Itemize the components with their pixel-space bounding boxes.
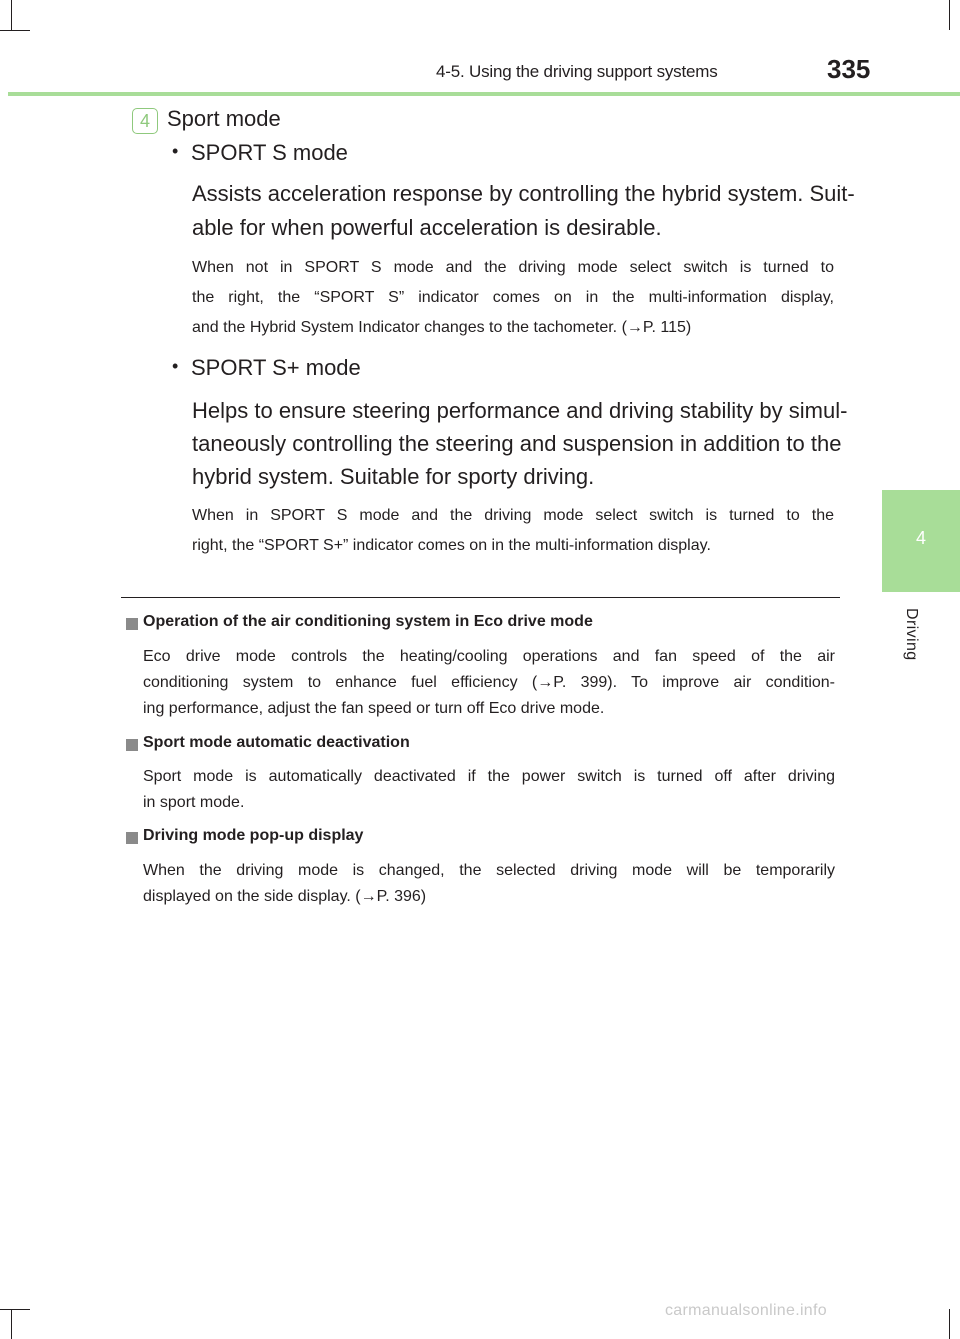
sport-s-desc-line2: able for when powerful acceleration is desirable.: [192, 215, 662, 240]
chapter-tab: [882, 490, 960, 592]
sport-s-plus-desc-line1: Helps to ensure steering performance and driving stability by simul-: [192, 398, 848, 423]
crop-mark-top-left-v: [11, 0, 12, 30]
crop-mark-top-right-v: [949, 0, 950, 30]
watermark: carmanualsonline.info: [665, 1302, 827, 1319]
chapter-number: 4: [915, 528, 926, 548]
bullet-sport-s: •: [172, 141, 179, 161]
note-body-line: displayed on the side display. (→P. 396): [143, 888, 427, 905]
note-body-line: in sport mode.: [143, 794, 245, 811]
page-number: 335: [827, 54, 871, 84]
note-body-line: Eco drive mode controls the heating/cooling operations and fan speed of the air: [143, 648, 835, 665]
crop-mark-bottom-left-h: [0, 1309, 30, 1310]
crop-mark-bottom-left-v: [11, 1309, 12, 1339]
header-rule: [8, 92, 960, 96]
note-bullet-square: [126, 832, 138, 844]
sport-s-note-line2: the right, the “SPORT S” indicator comes on in the multi-information display,: [192, 289, 834, 306]
item-title: Sport mode: [167, 106, 281, 131]
sport-s-plus-heading: SPORT S+ mode: [191, 355, 361, 380]
sport-s-plus-note-line2: right, the “SPORT S+” indicator comes on in the multi-information display.: [192, 537, 711, 554]
section-title: 4-5. Using the driving support systems: [436, 62, 718, 81]
note-body-line: Sport mode is automatically deactivated if the power switch is turned off after driving: [143, 768, 835, 785]
note-body-line: When the driving mode is changed, the selected driving mode will be temporarily: [143, 862, 835, 879]
note-bullet-square: [126, 739, 138, 751]
bullet-sport-s-plus: •: [172, 356, 179, 376]
chapter-label: Driving: [903, 608, 920, 661]
note-title-eco-ac: Operation of the air conditioning system in Eco drive mode: [143, 613, 593, 630]
sport-s-plus-note-line1: When in SPORT S mode and the driving mode select switch is turned to the: [192, 507, 834, 524]
sport-s-plus-desc-line2: taneously controlling the steering and suspension in addition to the: [192, 431, 842, 456]
note-title-sport-deactivation: Sport mode automatic deactivation: [143, 734, 410, 751]
crop-mark-bottom-right-v: [949, 1309, 950, 1339]
sport-s-desc-line1: Assists acceleration response by controlling the hybrid system. Suit-: [192, 181, 855, 206]
sport-s-plus-desc-line3: hybrid system. Suitable for sporty driving.: [192, 464, 595, 489]
sport-s-note-line3: and the Hybrid System Indicator changes to the tachometer. (→P. 115): [192, 319, 692, 336]
chapter-label-container: [900, 608, 922, 668]
note-bullet-square: [126, 618, 138, 630]
note-title-popup-display: Driving mode pop-up display: [143, 827, 364, 844]
sport-s-heading: SPORT S mode: [191, 140, 348, 165]
crop-mark-top-left-h: [0, 30, 30, 31]
section-divider: [121, 597, 840, 598]
note-body-line: conditioning system to enhance fuel efficiency (→P. 399). To improve air condition-: [143, 674, 835, 691]
item-number-badge: 4: [132, 108, 158, 134]
note-body-line: ing performance, adjust the fan speed or turn off Eco drive mode.: [143, 700, 605, 717]
sport-s-note-line1: When not in SPORT S mode and the driving mode select switch is turned to: [192, 259, 834, 276]
